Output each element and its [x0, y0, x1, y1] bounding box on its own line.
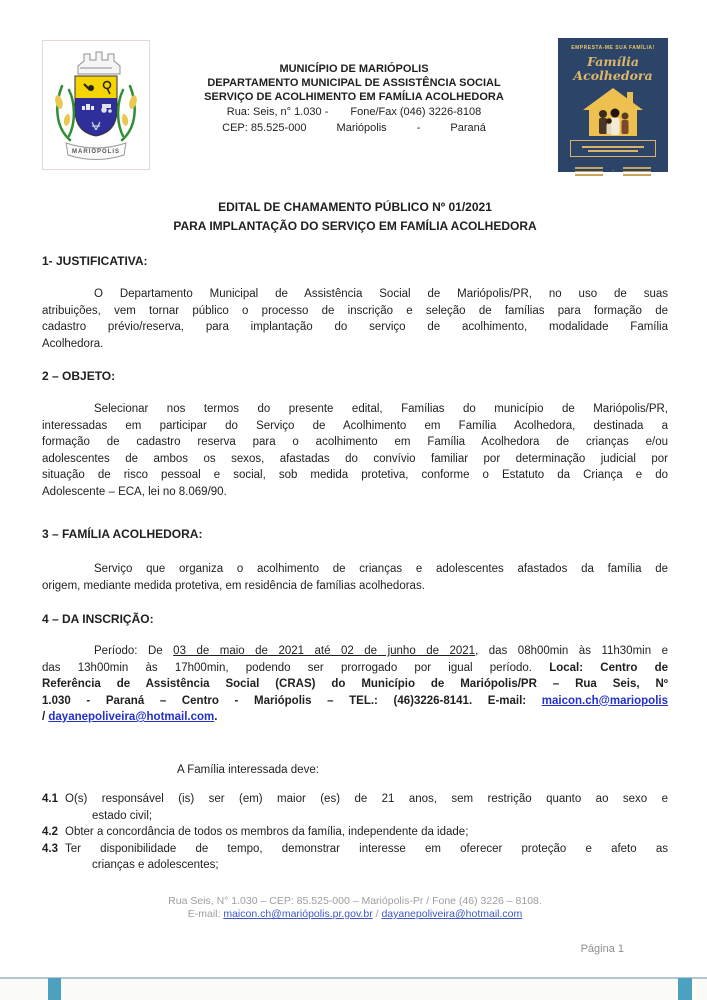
period-label: Período: De [94, 645, 174, 657]
footer-email-line [42, 908, 668, 922]
item-text: Obter a concordância de todos os membros da família, independente da idade; [65, 826, 469, 838]
footer-email-separator: / [372, 908, 382, 920]
address-city: Mariópolis [336, 122, 387, 134]
item-number: 4.2 [42, 826, 58, 838]
period-times-2: das 13h00min às 17h00min, podendo ser prorrogado por igual período. [42, 661, 550, 674]
document-title [42, 198, 668, 236]
page-footer [42, 895, 668, 922]
section-heading-objeto: 2 – OBJETO: [42, 369, 116, 383]
org-name: MUNICÍPIO DE MARIÓPOLIS [279, 63, 429, 75]
letterhead-address-row1 [150, 105, 558, 120]
email-link-dayane[interactable]: dayanepoliveira@hotmail.com [48, 711, 215, 723]
email-link-maicon[interactable]: maicon.ch@mariopolis [541, 694, 668, 707]
footer-email-label: E-mail: [187, 908, 224, 920]
paragraph-line: Adolescente – ECA, lei no 8.069/90. [42, 485, 227, 498]
paragraph-line: cadastro prévio/reserva, para implantação do serviço de acolhimento, modalidade Família [42, 321, 668, 333]
paragraph-line: Selecionar nos termos do presente edital, Famílias do município de Mariópolis/PR, [94, 403, 668, 415]
list-item-line [42, 824, 668, 841]
paragraph-line: Serviço que organiza o acolhimento de crianças e adolescentes afastados da família de [94, 563, 668, 575]
paragraph-line: situação de risco pessoal e social, sob medida protetiva, conforme o Estatuto da Criança e do [42, 469, 668, 481]
paragraph-line: O Departamento Municipal de Assistência Social de Mariópolis/PR, no uso de suas [94, 288, 668, 300]
paragraph-line [42, 693, 668, 710]
list-item [42, 824, 668, 841]
item-text: O(s) responsável (is) ser (em) maior (es) de 21 anos, sem restrição quanto ao sexo e [65, 793, 668, 805]
letterhead-text [150, 38, 558, 172]
requirements-list [42, 791, 668, 874]
familia-acolhedora-poster [558, 38, 668, 175]
email-separator: / [42, 711, 49, 723]
letterhead-address-row2 [150, 121, 558, 136]
family-requirements-intro: A Família interessada deve: [177, 763, 319, 776]
paragraph-line: origem, mediante medida protetiva, em residência de famílias acolhedoras. [42, 579, 425, 592]
inscription-date-range: 03 de maio de 2021 até 02 de junho de 2021 [173, 645, 476, 657]
sentence-period: . [214, 711, 218, 723]
section-heading-justificativa: 1- JUSTIFICATIVA: [42, 254, 148, 268]
location-address: 1.030 - Paraná – Centro - Mariópolis – TEL.: (46)3226-8141. E-mail: [42, 694, 542, 707]
coat-of-arms-icon [42, 40, 150, 170]
section-heading-familia-acolhedora: 3 – FAMÍLIA ACOLHEDORA: [42, 527, 203, 541]
paragraph-inscricao [42, 643, 668, 726]
paragraph-justificativa [42, 286, 668, 352]
paragraph-line: Acolhedora. [42, 337, 104, 350]
list-item [42, 791, 668, 824]
address-state: Paraná [450, 122, 486, 134]
paragraph-line [42, 660, 668, 677]
list-item [42, 841, 668, 874]
period-times: , das 08h00min às 11h30min e [475, 645, 668, 657]
poster-footer-small-print: - [558, 165, 668, 178]
item-number: 4.1 [42, 793, 58, 805]
list-item-line: crianças e adolescentes; [92, 859, 219, 871]
location-cras: Referência de Assistência Social (CRAS) do Município de Mariópolis/PR – Rua Seis, Nº [42, 678, 668, 690]
section-heading-inscricao: 4 – DA INSCRIÇÃO: [42, 612, 154, 626]
next-page-gap [0, 979, 707, 1000]
paragraph-line: interessadas em participar do Serviço de Acolhimento em Família Acolhedora, destinada a [42, 419, 668, 432]
house-family-icon [581, 88, 645, 136]
address-cep: CEP: 85.525-000 [222, 122, 307, 134]
footer-email-link-maicon[interactable]: maicon.ch@mariópolis.pr.gov.br [223, 908, 373, 920]
item-number: 4.3 [42, 842, 58, 855]
paragraph-objeto [42, 401, 668, 500]
item-text: Ter disponibilidade de tempo, demonstrar interesse em oferecer proteção e afeto as [65, 842, 668, 855]
municipal-coat-of-arms [42, 40, 150, 170]
paragraph-line [42, 676, 668, 693]
org-service: SERVIÇO DE ACOLHIMENTO EM FAMÍLIA ACOLHEDORA [204, 91, 504, 103]
footer-address: Rua Seis, N° 1.030 – CEP: 85.525-000 – Mariópolis-Pr / Fone (46) 3226 – 8108. [168, 894, 542, 907]
location-label: Local: Centro de [549, 661, 668, 674]
letterhead [42, 38, 668, 175]
poster-banner-small-print [570, 140, 656, 157]
org-department: DEPARTAMENTO MUNICIPAL DE ASSISTÊNCIA SOCIAL [207, 77, 501, 89]
document-title-line2: PARA IMPLANTAÇÃO DO SERVIÇO EM FAMÍLIA ACOLHEDORA [173, 219, 537, 233]
address-phone: Fone/Fax (046) 3226-8108 [350, 106, 482, 118]
paragraph-line [42, 709, 668, 726]
paragraph-line: adolescentes de ambos os sexos, afastadas do convívio familiar por determinação judicial por [42, 452, 668, 465]
paragraph-line: formação de cadastro reserva para o acolhimento em Família Acolhedora de crianças e/ou [42, 436, 668, 448]
page-number: Página 1 [580, 942, 624, 955]
document-title-line1: EDITAL DE CHAMAMENTO PÚBLICO Nº 01/2021 [218, 200, 492, 214]
address-separator: - [416, 122, 421, 134]
paragraph-familia-acolhedora [42, 561, 668, 594]
list-item-line [42, 791, 668, 808]
paragraph-line [42, 643, 668, 660]
list-item-line: estado civil; [92, 809, 153, 822]
poster-tagline: EMPRESTA-ME SUA FAMÍLIA! [571, 45, 655, 51]
poster-title-line2: Acolhedora [573, 68, 653, 83]
crest-caption: MARIÓPOLIS [71, 149, 121, 155]
divider-handle-left [48, 978, 61, 1000]
divider-handle-right [678, 978, 692, 1000]
footer-email-link-dayane[interactable]: dayanepoliveira@hotmail.com [381, 908, 523, 920]
poster-title-line1: Família [587, 54, 639, 69]
paragraph-line: atribuições, vem tornar público o processo de inscrição e seleção de famílias para formação de [42, 304, 668, 317]
list-item-line [42, 841, 668, 858]
address-street: Rua: Seis, n° 1.030 - [226, 106, 329, 118]
